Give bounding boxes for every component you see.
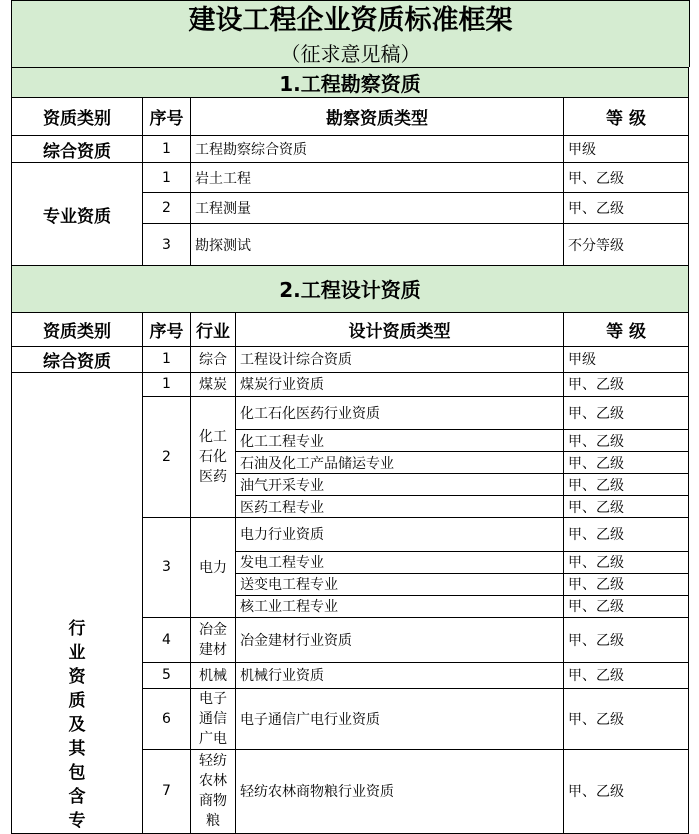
table-row	[12, 136, 689, 163]
row-industry: 机械	[191, 662, 236, 688]
row-no: 3	[143, 518, 191, 618]
row-industry: 电子通信广电	[191, 688, 236, 749]
row-grade: 甲、乙级	[564, 617, 689, 662]
row-grade: 甲、乙级	[564, 396, 689, 430]
row-grade: 甲、乙级	[564, 662, 689, 688]
row-no: 6	[143, 688, 191, 749]
row-type: 油气开采专业	[236, 474, 564, 496]
table-row	[12, 372, 689, 396]
row-grade: 甲、乙级	[564, 474, 689, 496]
row-no: 1	[143, 163, 191, 193]
row-grade: 甲、乙级	[564, 452, 689, 474]
row-grade: 甲级	[564, 346, 689, 372]
design-col-no: 序号	[143, 312, 191, 346]
row-type: 化工工程专业	[236, 430, 564, 452]
row-grade: 甲、乙级	[564, 430, 689, 452]
row-type: 煤炭行业资质	[236, 372, 564, 396]
survey-col-no: 序号	[143, 98, 191, 136]
row-industry: 轻纺农林商物粮	[191, 749, 236, 833]
spreadsheet	[11, 0, 698, 834]
row-type: 岩土工程	[191, 163, 564, 193]
row-type: 发电工程专业	[236, 551, 564, 573]
table-row	[12, 163, 689, 193]
row-no: 1	[143, 372, 191, 396]
row-no: 1	[143, 346, 191, 372]
row-type: 轻纺农林商物粮行业资质	[236, 749, 564, 833]
page-title: 建设工程企业资质标准框架	[188, 5, 513, 36]
row-no: 7	[143, 749, 191, 833]
row-grade: 甲、乙级	[564, 749, 689, 833]
industry-category-label: 行业资质及其包含专	[68, 618, 86, 831]
design-table	[11, 266, 689, 834]
page-subtitle: （征求意见稿）	[280, 42, 421, 66]
survey-comprehensive-category: 综合资质	[12, 136, 143, 163]
row-grade: 甲、乙级	[564, 163, 689, 193]
row-grade: 甲、乙级	[564, 595, 689, 617]
title-block	[11, 0, 690, 67]
row-grade: 甲、乙级	[564, 551, 689, 573]
design-col-type: 设计资质类型	[236, 312, 564, 346]
row-grade: 甲级	[564, 136, 689, 163]
row-grade: 甲、乙级	[564, 518, 689, 552]
survey-col-grade: 等 级	[564, 98, 689, 136]
design-col-industry: 行业	[191, 312, 236, 346]
survey-specialty-category: 专业资质	[12, 163, 143, 266]
row-industry: 化工石化医药	[191, 396, 236, 518]
row-no: 2	[143, 396, 191, 518]
row-type: 勘探测试	[191, 224, 564, 266]
survey-col-category: 资质类别	[12, 98, 143, 136]
row-no: 5	[143, 662, 191, 688]
survey-heading: 1.工程勘察资质	[12, 68, 689, 98]
design-col-category: 资质类别	[12, 312, 143, 346]
row-grade: 甲、乙级	[564, 573, 689, 595]
row-industry: 电力	[191, 518, 236, 618]
row-type: 工程测量	[191, 193, 564, 224]
design-heading: 2.工程设计资质	[12, 266, 689, 312]
row-grade: 不分等级	[564, 224, 689, 266]
row-type: 工程勘察综合资质	[191, 136, 564, 163]
row-type: 电子通信广电行业资质	[236, 688, 564, 749]
row-industry: 综合	[191, 346, 236, 372]
row-grade: 甲、乙级	[564, 372, 689, 396]
design-comprehensive-category: 综合资质	[12, 346, 143, 372]
table-row	[12, 346, 689, 372]
row-type: 工程设计综合资质	[236, 346, 564, 372]
row-industry: 冶金建材	[191, 617, 236, 662]
design-col-grade: 等 级	[564, 312, 689, 346]
survey-col-type: 勘察资质类型	[191, 98, 564, 136]
row-grade: 甲、乙级	[564, 688, 689, 749]
row-no: 2	[143, 193, 191, 224]
row-type: 石油及化工产品储运专业	[236, 452, 564, 474]
row-type: 核工业工程专业	[236, 595, 564, 617]
row-type: 送变电工程专业	[236, 573, 564, 595]
row-grade: 甲、乙级	[564, 193, 689, 224]
row-no: 1	[143, 136, 191, 163]
row-grade: 甲、乙级	[564, 496, 689, 518]
row-type: 冶金建材行业资质	[236, 617, 564, 662]
row-no: 3	[143, 224, 191, 266]
row-type: 化工石化医药行业资质	[236, 396, 564, 430]
row-industry: 煤炭	[191, 372, 236, 396]
survey-table	[11, 67, 689, 266]
row-type: 医药工程专业	[236, 496, 564, 518]
row-no: 4	[143, 617, 191, 662]
design-industry-category	[12, 372, 143, 833]
row-type: 机械行业资质	[236, 662, 564, 688]
row-type: 电力行业资质	[236, 518, 564, 552]
